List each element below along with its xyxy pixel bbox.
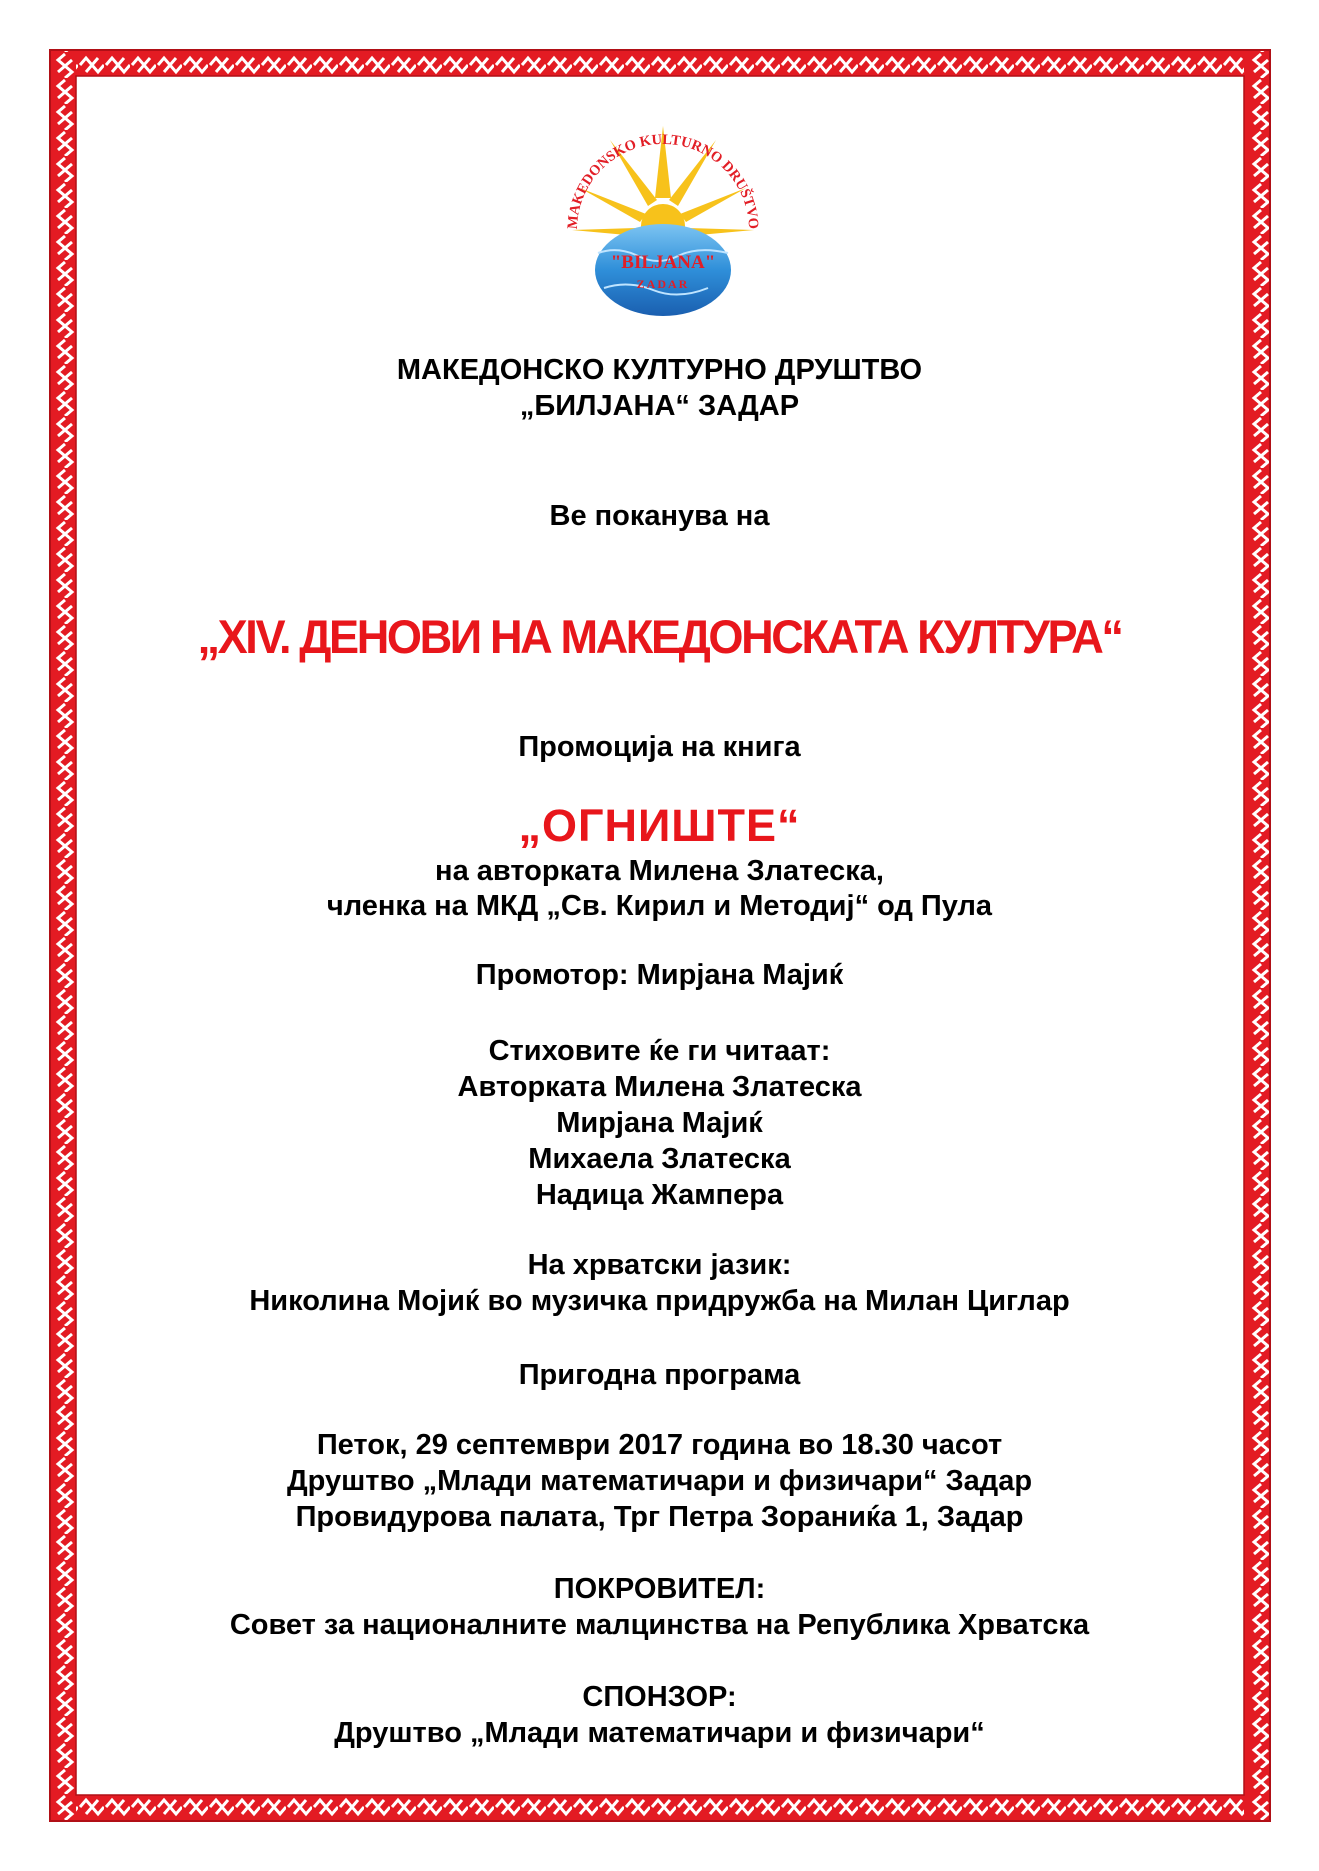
reader-name: Михаела Златеска (528, 1143, 791, 1175)
festival-title: „XIV. ДЕНОВИ НА МАКЕДОНСКАТА КУЛТУРА“ (197, 610, 1122, 663)
author-line1: на авторката Милена Златеска, (435, 855, 884, 887)
author-line2: членка на МКД „Св. Кирил и Методиј“ од Пула (326, 890, 993, 922)
invite-text: Ве поканува на (549, 500, 770, 532)
patron-label: ПОКРОВИТЕЛ: (553, 1573, 766, 1605)
sponsor-label: СПОНЗОР: (582, 1681, 737, 1713)
book-title: „ОГНИШТЕ“ (518, 800, 801, 851)
society-logo (558, 118, 768, 328)
event-venue: Друштво „Млади математичари и физичари“ Задар (286, 1465, 1033, 1497)
org-name-line2: „БИЛЈАНА“ ЗАДАР (519, 390, 800, 422)
croatian-label: На хрватски јазик: (527, 1249, 792, 1281)
logo-city: ZADAR (636, 277, 690, 291)
promotion-label: Промоција на книга (518, 731, 801, 763)
event-address: Провидурова палата, Трг Петра Зораниќа 1, Задар (295, 1501, 1024, 1533)
reader-name: Мирјана Мајиќ (556, 1107, 763, 1139)
program-text: Пригодна програма (518, 1359, 801, 1391)
reader-name: Надица Жампера (535, 1179, 784, 1211)
readers-label: Стиховите ќе ги читаат: (488, 1035, 831, 1067)
promoter: Промотор: Мирјана Мајиќ (475, 959, 844, 991)
reader-name: Авторката Милена Златеска (457, 1071, 862, 1103)
patron-name: Совет за националните малцинства на Република Хрватска (229, 1609, 1090, 1641)
event-datetime: Петок, 29 септември 2017 година во 18.30 часот (316, 1429, 1003, 1461)
croatian-performers: Николина Мојиќ во музичка придружба на Милан Циглар (249, 1285, 1070, 1317)
org-name-line1: МАКЕДОНСКО КУЛТУРНО ДРУШТВО (396, 354, 923, 386)
logo-name: "BILJANA" (610, 252, 716, 273)
sponsor-name: Друштво „Млади математичари и физичари“ (334, 1717, 985, 1749)
logo-ring-text: MAKEDONSKO KULTURNO DRUŠTVO (564, 131, 762, 230)
